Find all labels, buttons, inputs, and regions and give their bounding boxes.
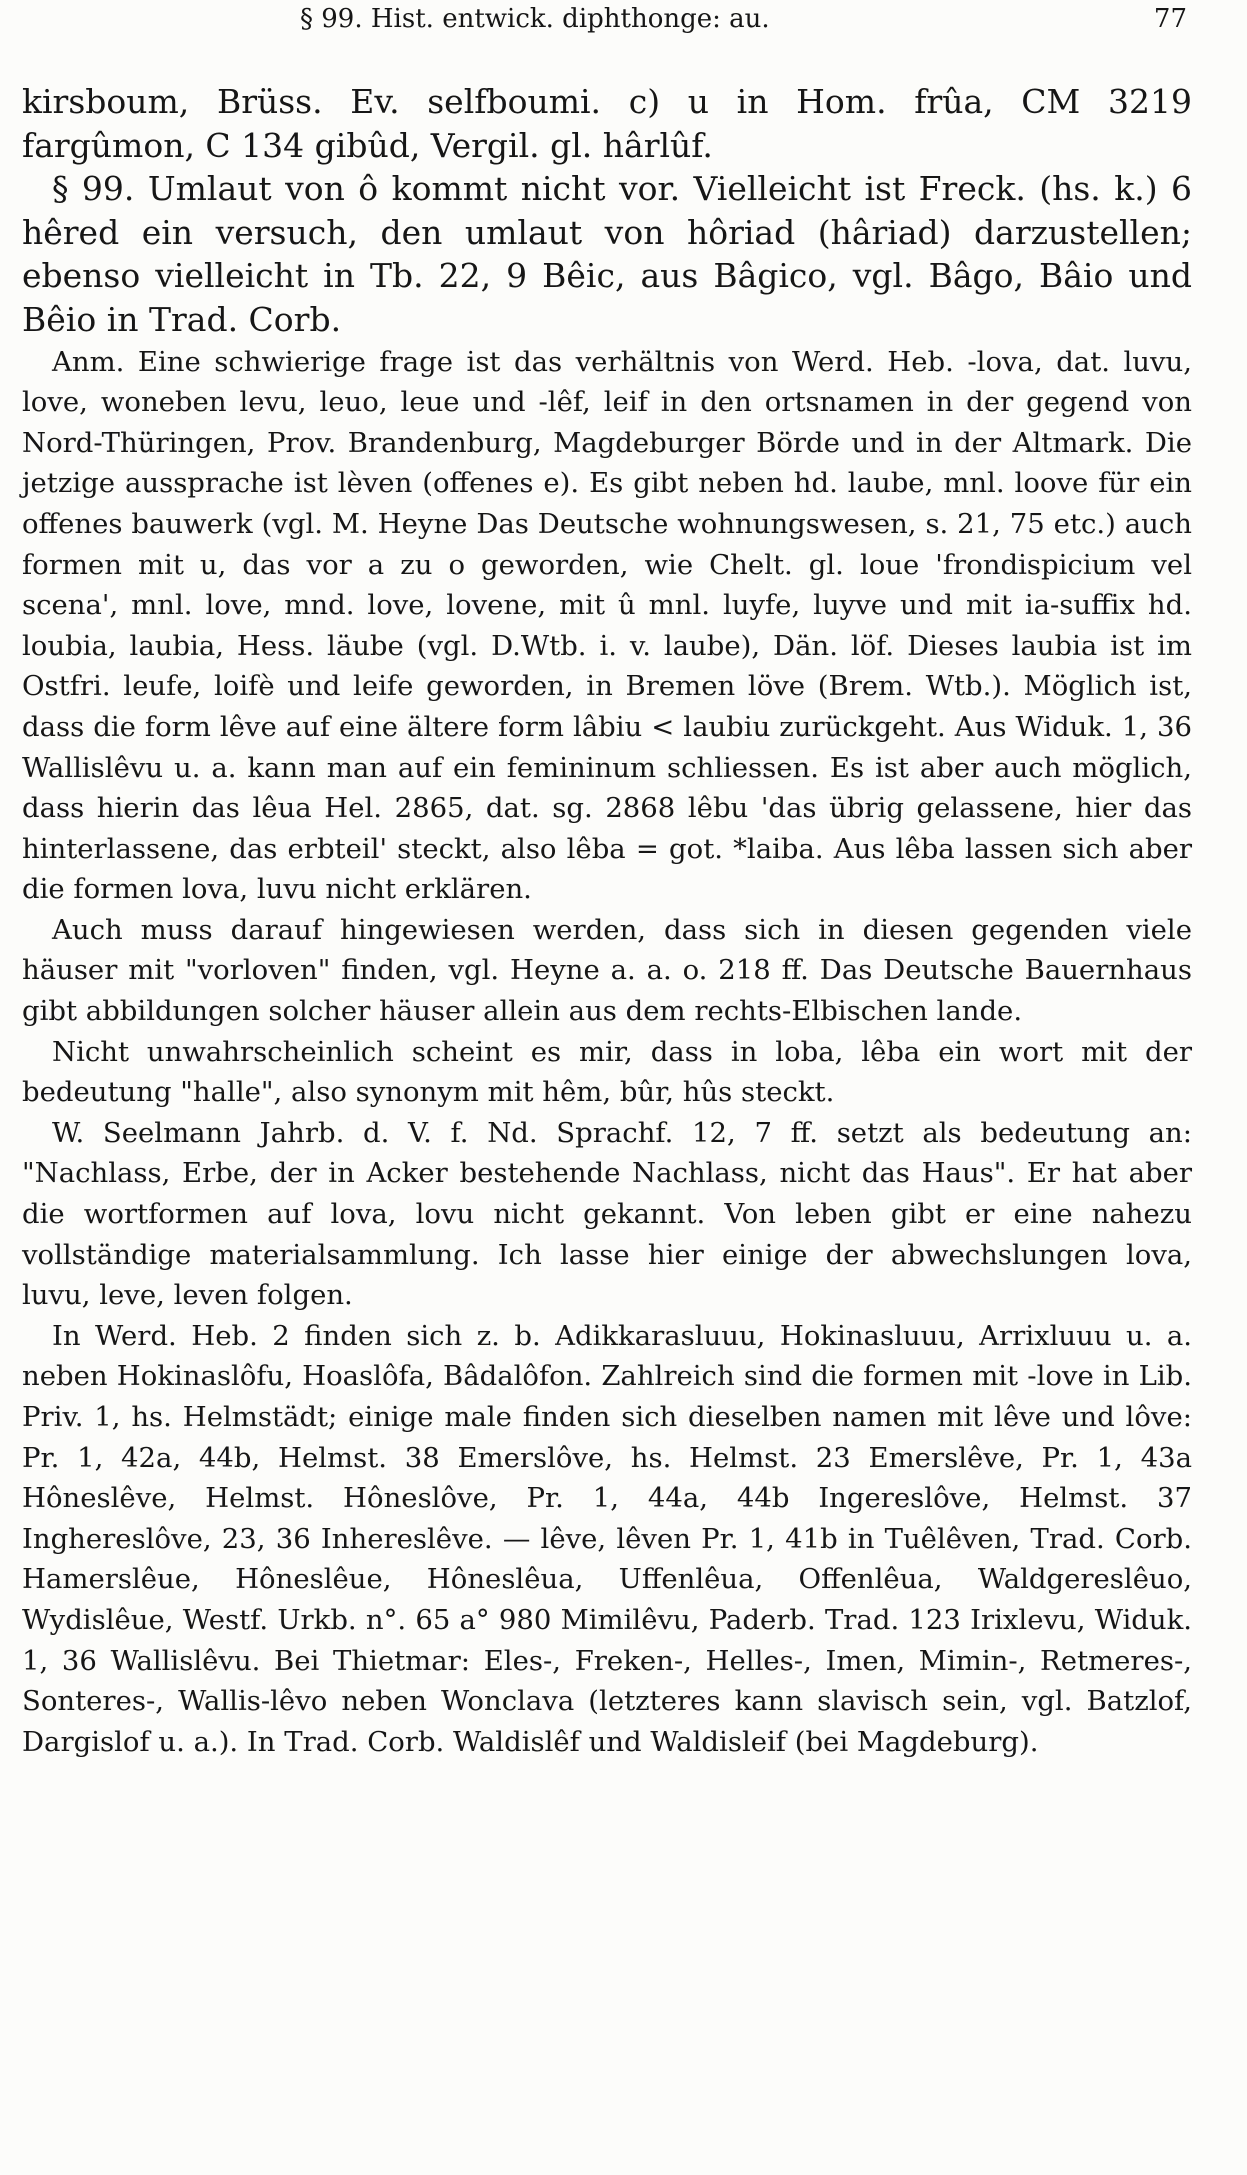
note-paragraph-halle: Nicht unwahrscheinlich scheint es mir, dass in loba, lêba ein wort mit der bedeutung "halle", also synonym mit hêm, bûr, hûs steckt. xyxy=(22,1035,1192,1109)
page-number: 77 xyxy=(1153,4,1187,34)
body-text xyxy=(22,80,1192,1762)
note-paragraph-werden: In Werd. Heb. 2 finden sich z. b. Adikkarasluuu, Hokinasluuu, Arrixluuu u. a. neben Hokinaslôfu, Hoaslôfa, Bâdalôfon. Zahlreich sind die formen mit -love in Lib. Priv. 1, hs. Helmstädt; einige male finden sich dieselben namen mit lêve und lôve: Pr. 1, 42a, 44b, Helmst. 38 Emerslôve, hs. Helmst. 23 Emerslêve, Pr. 1, 43a Hôneslêve, Helmst. Hôneslôve, Pr. 1, 44a, 44b Ingereslôve, Helmst. 37 Inghereslôve, 23, 36 Inhereslêve. — lêve, lêven Pr. 1, 41b in Tuêlêven, Trad. Corb. Hamerslêue, Hôneslêue, Hôneslêua, Uffenlêua, Offenlêua, Waldgereslêuo, Wydislêue, Westf. Urkb. n°. 65 a° 980 Mimilêvu, Paderb. Trad. 123 Irixlevu, Widuk. 1, 36 Wallislêvu. Bei Thietmar: Eles-, Freken-, Helles-, Imen, Mimin-, Retmeres-, Sonteres-, Wallis-lêvo neben Wonclava (letzteres kann slavisch sein, vgl. Batzlof, Dargislof u. a.). In Trad. Corb. Waldislêf und Waldisleif (bei Magdeburg). xyxy=(22,1319,1192,1758)
main-paragraph-continuation: kirsboum, Brüss. Ev. selfboumi. c) u in Hom. frûa, CM 3219 fargûmon, C 134 gibûd, Vergil. gl. hârlûf. xyxy=(22,82,1192,165)
note-paragraph-seelmann: W. Seelmann Jahrb. d. V. f. Nd. Sprachf. 12, 7 ff. setzt als bedeutung an: "Nachlass, Erbe, der in Acker bestehende Nachlass, nicht das Haus". Er hat aber die wortformen auf lova, lovu nicht gekannt. Von leben gibt er eine nahezu vollständige materialsammlung. Ich lasse hier einige der abwechslungen lova, luvu, leve, leven folgen. xyxy=(22,1116,1192,1312)
running-head xyxy=(0,0,1247,40)
running-head-title: § 99. Hist. entwick. diphthonge: au. xyxy=(300,4,770,34)
note-paragraph-vorloven: Auch muss darauf hingewiesen werden, dass sich in diesen gegenden viele häuser mit "vorloven" finden, vgl. Heyne a. a. o. 218 ff. Das Deutsche Bauernhaus gibt abbildungen solcher häuser allein aus dem rechts-Elbischen lande. xyxy=(22,913,1192,1028)
section-99-paragraph: § 99. Umlaut von ô kommt nicht vor. Vielleicht ist Freck. (hs. k.) 6 hêred ein versuch, den umlaut von hôriad (hâriad) darzustellen; ebenso vielleicht in Tb. 22, 9 Bêic, aus Bâgico, vgl. Bâgo, Bâio und Bêio in Trad. Corb. xyxy=(22,169,1192,339)
note-anm-paragraph: Anm. Eine schwierige frage ist das verhältnis von Werd. Heb. -lova, dat. luvu, love, woneben levu, leuo, leue und -lêf, leif in den ortsnamen in der gegend von Nord-Thüringen, Prov. Brandenburg, Magdeburger Börde und in der Altmark. Die jetzige aussprache ist lèven (offenes e). Es gibt neben hd. laube, mnl. loove für ein offenes bauwerk (vgl. M. Heyne Das Deutsche wohnungswesen, s. 21, 75 etc.) auch formen mit u, das vor a zu o geworden, wie Chelt. gl. loue 'frondispicium vel scena', mnl. love, mnd. love, lovene, mit û mnl. luyfe, luyve und mit ia-suffix hd. loubia, laubia, Hess. läube (vgl. D.Wtb. i. v. laube), Dän. löf. Dieses laubia ist im Ostfri. leufe, loifè und leife geworden, in Bremen löve (Brem. Wtb.). Möglich ist, dass die form lêve auf eine ältere form lâbiu < laubiu zurückgeht. Aus Widuk. 1, 36 Wallislêvu u. a. kann man auf ein femininum schliessen. Es ist aber auch möglich, dass hierin das lêua Hel. 2865, dat. sg. 2868 lêbu 'das übrig gelassene, hier das hinterlassene, das erbteil' steckt, also lêba = got. *laiba. Aus lêba lassen sich aber die formen lova, luvu nicht erklären. xyxy=(22,345,1192,906)
